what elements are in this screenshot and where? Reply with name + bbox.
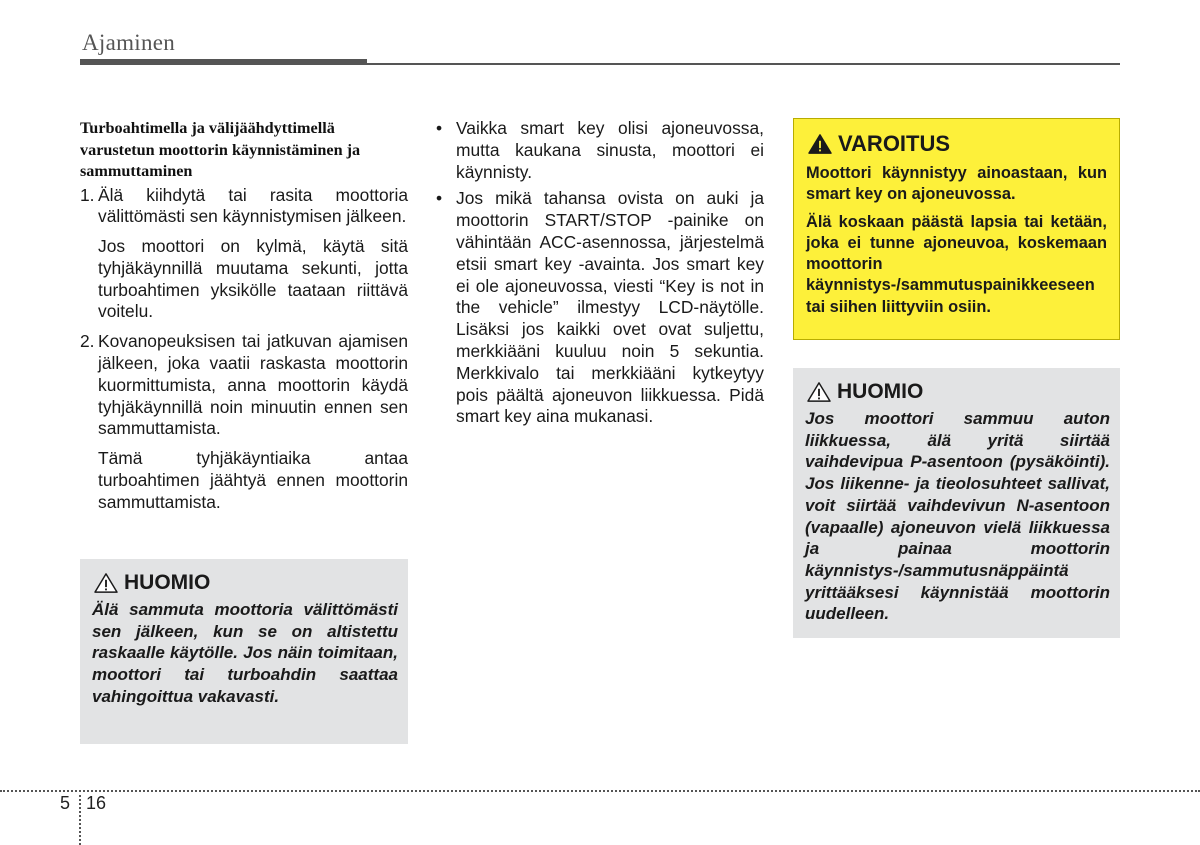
bullet-item <box>434 118 764 183</box>
item-subparagraph: Tämä tyhjäkäyntiaika antaa turboahtimen jäähtyä ennen moottorin sammuttamista. <box>98 448 408 512</box>
warning-paragraph: Moottori käynnistyy ainoastaan, kun smart key on ajoneuvossa. <box>806 164 1107 204</box>
bullet-text: Vaikka smart key olisi ajoneuvossa, mutta kaukana sinusta, moottori ei käynnisty. <box>456 118 764 182</box>
bullet-symbol: • <box>436 118 443 138</box>
subsection-heading: Turboahtimella ja välijäähdyttimellä varustetun moottorin käynnistäminen ja sammuttaminen <box>80 119 361 180</box>
caution-text: Älä sammuta moottoria välittömästi sen jälkeen, kun se on altistettu raskaalle käytölle. Jos näin toimitaan, moottori tai turboahdin saattaa vahingoittua vakavasti. <box>92 600 398 706</box>
warning-box <box>793 118 1120 340</box>
numbered-item-1 <box>80 185 408 229</box>
warning-paragraph: Älä koskaan päästä lapsia tai ketään, joka ei tunne ajoneuvoa, koskemaan moottorin käynnistys-/sammutuspainikkeeseen tai siihen liittyviin osiin. <box>806 212 1107 316</box>
caution-title-row <box>92 571 398 595</box>
caution-title: HUOMIO <box>124 571 211 594</box>
bullet-symbol: • <box>436 188 443 209</box>
caution-title-row <box>805 380 1110 404</box>
bullet-text: Jos mikä tahansa ovista on auki ja moottorin START/STOP -painike on vähintään ACC-asennossa, järjestelmä etsii smart key -avainta. Jos smart key ei ole ajoneuvossa, viesti “Key is not in the vehicle” ilmestyy LCD-näytölle. Lisäksi jos kaikki ovet ovat suljettu, merkkiääni kuuluu noin 5 sekuntia. Merkkivalo tai merkkiääni kytkeytyy pois päältä ajoneuvon liikkuessa. Pidä smart key aina mukanasi. <box>456 188 764 427</box>
warning-triangle-icon <box>806 133 834 155</box>
item-text: Älä kiihdytä tai rasita moottoria välittömästi sen käynnistymisen jälkeen. <box>98 184 408 227</box>
caution-title: HUOMIO <box>837 380 924 403</box>
warning-title-row <box>806 131 1107 157</box>
item-number: 1. <box>80 184 95 205</box>
item-text: Kovanopeuksisen tai jatkuvan ajamisen jälkeen, joka vaatii raskasta moottorin kuormittumista, anna moottorin käydä tyhjäkäynnillä noin minuutin ennen sen sammuttamista. <box>98 331 408 439</box>
left-column <box>80 118 408 522</box>
section-title: Ajaminen <box>82 30 176 55</box>
chapter-number: 5 <box>60 793 71 813</box>
item-number: 2. <box>80 331 95 352</box>
caution-box <box>793 368 1120 638</box>
item-subparagraph: Jos moottori on kylmä, käytä sitä tyhjäkäynnillä muutama sekunti, jotta turboahtimen yksikölle taataan riittävä voitelu. <box>98 236 408 322</box>
footer-divider <box>79 790 81 845</box>
warning-title: VAROITUS <box>838 131 951 156</box>
page-number: 16 <box>86 793 107 813</box>
warning-triangle-icon <box>92 572 120 594</box>
numbered-item-2 <box>80 331 408 440</box>
footer-rule <box>0 790 1200 792</box>
caution-box <box>80 559 408 744</box>
middle-column <box>434 118 764 433</box>
caution-text: Jos moottori sammuu auton liikkuessa, älä yritä siirtää vaihdevipua P-asentoon (pysäköinti). Jos liikenne- ja tieolosuhteet sallivat, voit siirtää vaihdevivun N-asentoon (vapaalle) ajoneuvon vielä liikkuessa ja painaa moottorin käynnistys-/sammutusnäppäintä yrittääksesi käynnistää moottorin uudelleen. <box>805 409 1110 624</box>
header-rule <box>80 63 1120 65</box>
warning-triangle-icon <box>805 381 833 403</box>
bullet-item <box>434 188 764 428</box>
